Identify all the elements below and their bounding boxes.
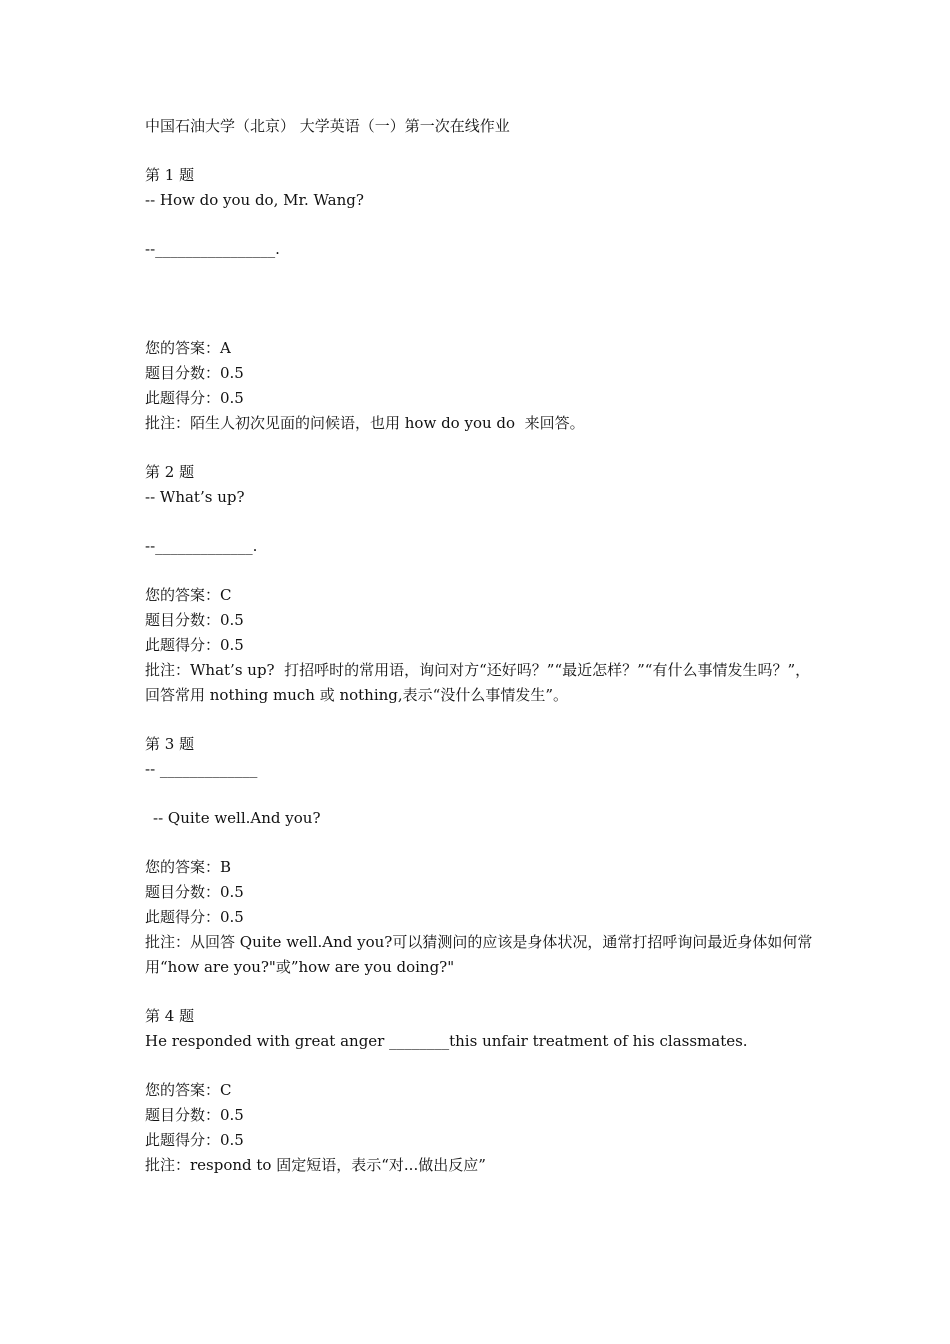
question-2-answer: 您的答案：C — [145, 586, 232, 604]
question-3-prompt-line-2: -- Quite well.And you? — [153, 809, 321, 827]
question-1-prompt-line-2: --________________. — [145, 240, 280, 258]
spacer — [145, 1054, 825, 1078]
question-2-earned-score: 此题得分：0.5 — [145, 636, 244, 654]
question-1-earned-score: 此题得分：0.5 — [145, 389, 244, 407]
question-4-total-score: 题目分数：0.5 — [145, 1106, 244, 1124]
question-2-prompt-line-2: --_____________. — [145, 537, 258, 555]
spacer — [145, 510, 825, 534]
question-4-heading: 第 4 题 — [145, 1007, 195, 1025]
question-2-prompt-line-1: -- What’s up? — [145, 488, 245, 506]
question-3-total-score: 题目分数：0.5 — [145, 883, 244, 901]
question-1-heading: 第 1 题 — [145, 166, 195, 184]
question-4 — [145, 1004, 825, 1178]
question-1-comment: 批注：陌生人初次见面的问候语，也用 how do you do 来回答。 — [145, 414, 585, 432]
question-2 — [145, 460, 825, 708]
question-2-heading: 第 2 题 — [145, 463, 195, 481]
spacer — [145, 559, 825, 583]
question-4-comment: 批注：respond to 固定短语，表示“对...做出反应” — [145, 1156, 486, 1174]
question-3-answer: 您的答案：B — [145, 858, 232, 876]
question-3-prompt-line-1: -- _____________ — [145, 760, 258, 778]
question-3-comment: 批注：从回答 Quite well.And you?可以猜测问的应该是身体状况，通常打招呼询问最近身体如何常用“how are you?"或”how are you doing?" — [145, 933, 813, 976]
document-title: 中国石油大学（北京） 大学英语（一）第一次在线作业 — [145, 117, 510, 135]
spacer — [145, 262, 825, 336]
document-page — [145, 114, 825, 1202]
question-3-earned-score: 此题得分：0.5 — [145, 908, 244, 926]
spacer — [145, 213, 825, 237]
question-3-heading: 第 3 题 — [145, 735, 195, 753]
spacer — [145, 831, 825, 855]
question-1 — [145, 163, 825, 436]
question-4-answer: 您的答案：C — [145, 1081, 232, 1099]
question-4-earned-score: 此题得分：0.5 — [145, 1131, 244, 1149]
question-1-prompt-line-1: -- How do you do, Mr. Wang? — [145, 191, 364, 209]
question-1-total-score: 题目分数：0.5 — [145, 364, 244, 382]
question-3 — [145, 732, 825, 980]
question-2-total-score: 题目分数：0.5 — [145, 611, 244, 629]
spacer — [145, 782, 825, 806]
question-1-answer: 您的答案：A — [145, 339, 231, 357]
question-4-prompt-line-1: He responded with great anger ________this unfair treatment of his classmates. — [145, 1032, 748, 1050]
question-2-comment: 批注：What’s up? 打招呼时的常用语，询问对方“还好吗？”“最近怎样？”“有什么事情发生吗？”，回答常用 nothing much 或 nothing,表示“没什么事情发生”。 — [145, 661, 811, 704]
